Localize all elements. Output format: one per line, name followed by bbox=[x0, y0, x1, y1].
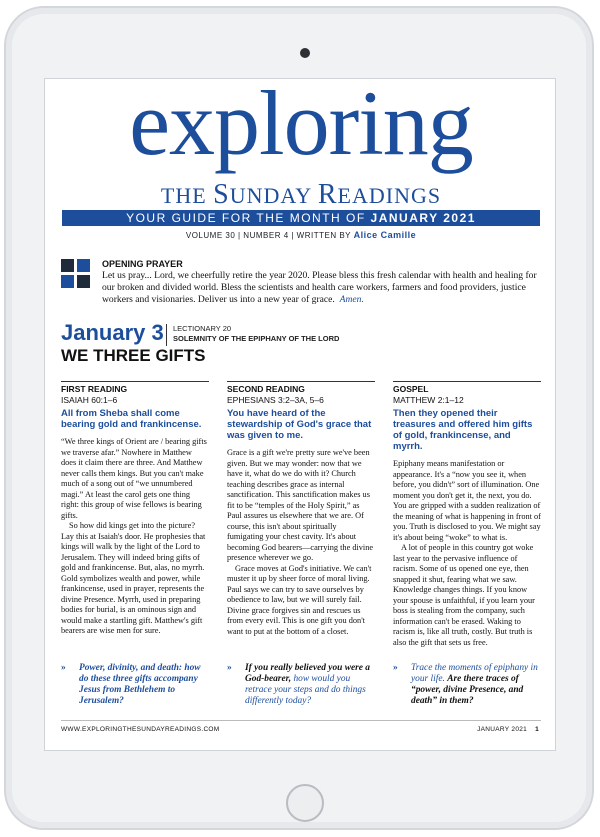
chevron-right-icon: » bbox=[61, 663, 66, 673]
reading-body: Grace is a gift we're pretty sure we've been given. But we may wonder: now that we have it, what do we do with it? Church teaching describes grace as internal sanctification. This sanctification makes us fit to be “temples of the Holy Spirit,” as Paul assures us elsewhere that we are. Of course, this isn't about spiritually fumigating your chest cavity. It's about becoming God bearers—carrying the divine presence wherever we go. Grace moves at God's initiative. We can't muster it up by sheer force of moral living. Paul says we can try to save ourselves by obedience to law, but we will surely fail. Divine grace forgives sin and rescues us from every evil. This is one gift you don't want to put at the bottom of a closet. bbox=[227, 448, 374, 636]
reading-body: Epiphany means manifestation or appearance. It's a “now you see it, when before, you didn't” sort of illumination. One moment you don't get it, the next, you do. You are gripped with a sudden realization of the meaning of what is happening in front of you. Truth is disclosed to you. We might say it's about being “woke” to what is. A lot of people in this country got woke last year to the pervasive influence of racism. Some of us opened one eye, then snapped it shut, fearing what we saw. Knowledge changes things. If you know your spouse is unfaithful, if you learn your boss is stealing from the company, such information can't be erased. Waking to racism is, like all truth, costly. But truth is also the gift that sets us free. bbox=[393, 459, 541, 647]
reading-label: GOSPEL bbox=[393, 381, 541, 394]
prayer-squares-icon bbox=[61, 259, 91, 289]
reading-body: “We three kings of Orient are / bearing gifts we traverse afar.” Nowhere in Matthew does it claim there are three. And Matthew never calls them kings. But you can't make much of a song out of “we unnumbered magi.” At least the carol gets one thing right: this group of wise fellows is bearing gifts. So how did kings get into the picture? Lay this at Isaiah's door. He prophesies that kings will walk by the light of the Lord to Jerusalem. They will indeed bring gifts of gold and frankincense. But, alas, no myrrh. Gold symbolizes wealth and power, while frankincense, used in prayer, represents the divine Presence. Myrrh, used in preparing bodies for burial, is an ominous sign and would make a startling gift. Matthew's gift bearers are wise men for sure. bbox=[61, 437, 207, 635]
document-page bbox=[44, 78, 556, 751]
chevron-right-icon: » bbox=[227, 663, 232, 673]
first-reading-column bbox=[61, 381, 209, 637]
reflection-question: » Trace the moments of epiphany in your life. Are there traces of “power, divine Presence, and death” in them? bbox=[393, 663, 538, 706]
reading-reference: EPHESIANS 3:2–3A, 5–6 bbox=[227, 395, 324, 405]
camera-icon bbox=[300, 48, 310, 58]
reading-reference: ISAIAH 60:1–6 bbox=[61, 395, 118, 405]
reading-headline: All from Sheba shall come bearing gold and frankincense. bbox=[61, 408, 202, 430]
reading-headline: Then they opened their treasures and offered him gifts of gold, frankincense, and myrrh. bbox=[393, 408, 533, 452]
volume-line: VOLUME 30 | NUMBER 4 | WRITTEN BY Alice Camille bbox=[185, 230, 417, 240]
footer-divider bbox=[61, 720, 541, 721]
reading-label: FIRST READING bbox=[61, 381, 209, 394]
reading-reference: MATTHEW 2:1–12 bbox=[393, 395, 464, 405]
footer-website-link[interactable]: WWW.EXPLORINGTHESUNDAYREADINGS.COM bbox=[61, 726, 220, 733]
page-number: 1 bbox=[535, 726, 539, 733]
chevron-right-icon: » bbox=[393, 663, 398, 673]
second-reading-column bbox=[227, 381, 375, 637]
opening-prayer-text: Let us pray... Lord, we cheerfully retire the year 2020. Please bless this fresh calendar with health and healing for our broken and divided world. Bless the scientists and health care workers, farmers and food providers, justice workers and visionaries. Deliver us into a new year of grace. Amen. bbox=[102, 270, 537, 305]
reflection-question: » Power, divinity, and death: how do these three gifts accompany Jesus from Bethlehem to Jerusalem? bbox=[61, 663, 201, 706]
reflection-question: » If you really believed you were a God-bearer, how would you retrace your steps and do things differently today? bbox=[227, 663, 370, 706]
home-button[interactable] bbox=[286, 784, 324, 822]
reading-headline: You have heard of the stewardship of God's grace that was given to me. bbox=[227, 408, 372, 441]
feast-title: WE THREE GIFTS bbox=[61, 346, 206, 365]
reading-label: SECOND READING bbox=[227, 381, 375, 394]
guide-banner: YOUR GUIDE FOR THE MONTH OF JANUARY 2021 bbox=[62, 210, 540, 226]
gospel-column bbox=[393, 381, 541, 648]
masthead-title: exploring bbox=[129, 78, 473, 174]
footer-page-info: JANUARY 2021 1 bbox=[477, 726, 539, 733]
lectionary-info: LECTIONARY 20 SOLEMNITY OF THE EPIPHANY OF THE LORD bbox=[173, 324, 340, 343]
date-divider bbox=[166, 324, 167, 346]
author-name: Alice Camille bbox=[353, 230, 417, 240]
sunday-date: January 3 bbox=[61, 320, 164, 345]
opening-prayer-heading: OPENING PRAYER bbox=[102, 259, 183, 269]
masthead-subtitle: THE SUNDAY READINGS bbox=[160, 179, 442, 210]
